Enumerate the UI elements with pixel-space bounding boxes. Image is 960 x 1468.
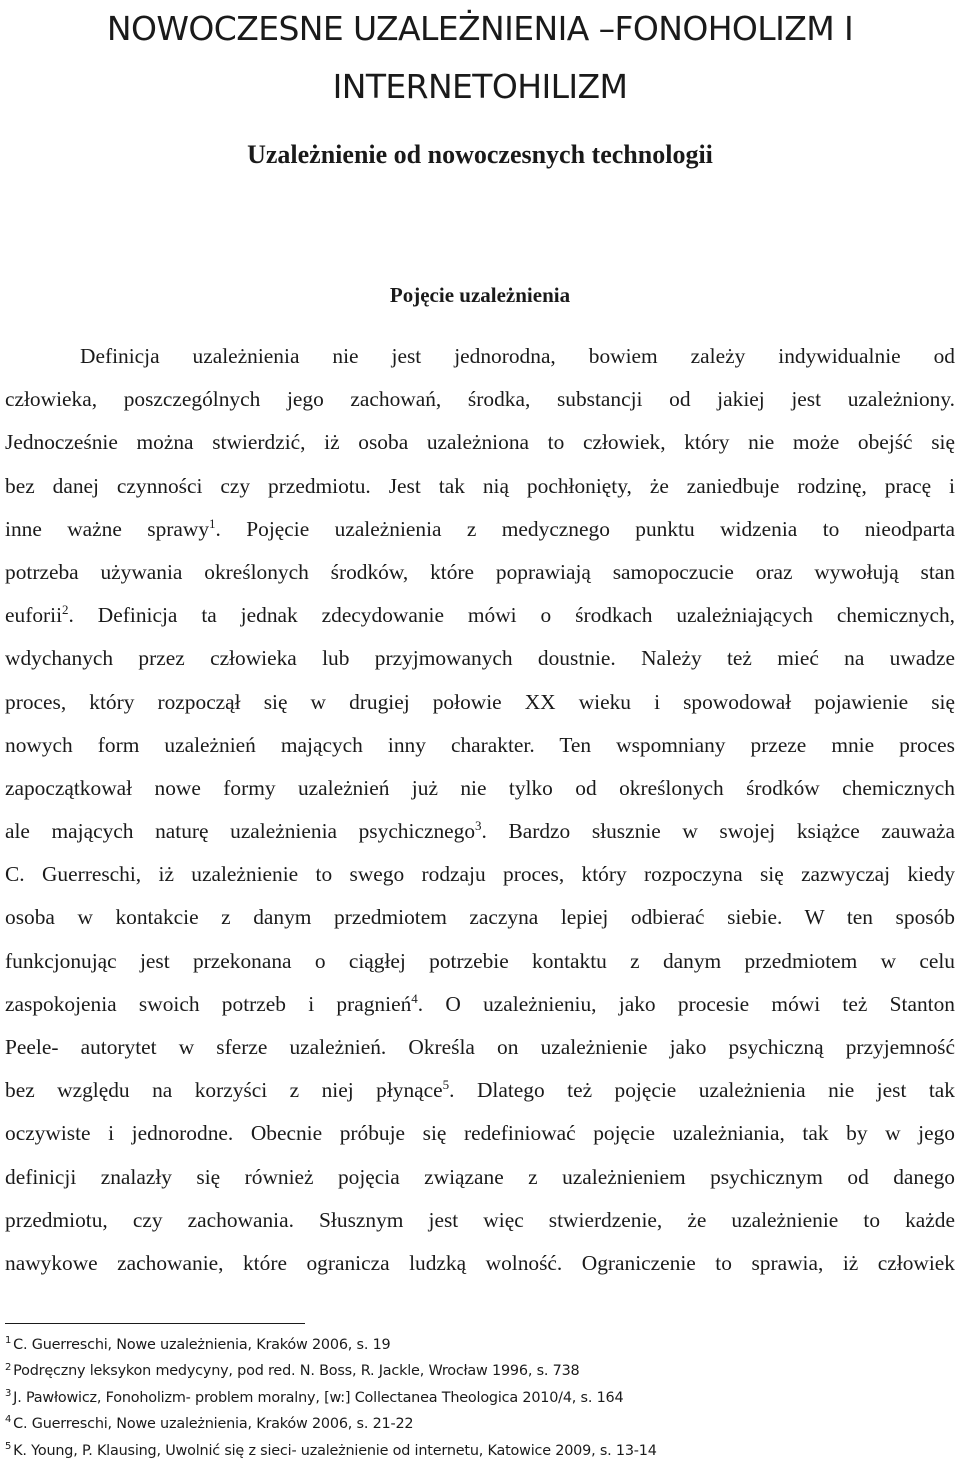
paragraph-line: człowieka, poszczególnych jego zachowań, środka, substancji od jakiej jest uzależniony. (5, 387, 955, 412)
footnote (5, 1357, 955, 1383)
footnote-ref-2: 2 (62, 602, 69, 617)
paragraph-line: nowych form uzależnień mających inny charakter. Ten wspomniany przeze mnie proces (5, 732, 955, 757)
paragraph-line: definicji znalazły się również pojęcia związane z uzależnieniem psychicznym od danego (5, 1164, 955, 1189)
paragraph-line: zapoczątkował nowe formy uzależnień już nie tylko od określonych środków chemicznych (5, 775, 955, 800)
footnotes (5, 1331, 955, 1463)
footnote-text: J. Pawłowicz, Fonoholizm- problem moralny, [w:] Collectanea Theologica 2010/4, s. 164 (13, 1389, 624, 1406)
footnote (5, 1410, 955, 1436)
title-line-1: NOWOCZESNE UZALEŻNIENIA –FONOHOLIZM I (106, 9, 854, 48)
paragraph-line: Jednocześnie można stwierdzić, iż osoba uzależniona to człowiek, który nie może obejść się (5, 430, 955, 455)
paragraph-line: inne ważne sprawy$^1$. Pojęcie uzależnienia z medycznego punktu widzenia to nieodparta (5, 515, 955, 541)
paragraph-line: C. Guerreschi, iż uzależnienie to swego rodzaju proces, który rozpoczyna się zazwyczaj kiedy (5, 862, 955, 887)
paragraph-line: euforii$^2$. Definicja ta jednak zdecydowanie mówi o środkach uzależniających chemicznych, (5, 602, 955, 628)
document-title (0, 0, 960, 110)
footnote-number: 4 (5, 1414, 12, 1426)
footnote-text: K. Young, P. Klausing, Uwolnić się z sieci- uzależnienie od internetu, Katowice 2009, s. 13-14 (13, 1442, 657, 1459)
paragraph-line: przedmiotu, czy zachowania. Słusznym jest więc stwierdzenie, że uzależnienie to każde (5, 1207, 955, 1232)
paragraph-line: zaspokojenia swoich potrzeb i pragnień$^4$. O uzależnieniu, jako procesie mówi też Stanton (5, 990, 955, 1016)
paragraph-line: funkcjonując jest przekonana o ciągłej potrzebie kontaktu z danym przedmiotem w celu (5, 948, 955, 973)
footnote-number: 1 (5, 1335, 12, 1347)
paragraph-line: Peele- autorytet w sferze uzależnień. Określa on uzależnienie jako psychiczną przyjemność (5, 1035, 955, 1059)
paragraph-line: osoba w kontakcie z danym przedmiotem zaczyna lepiej odbierać siebie. W ten sposób (5, 905, 955, 930)
footnote-ref-1: 1 (209, 515, 216, 531)
footnote (5, 1384, 955, 1410)
footnote-text: C. Guerreschi, Nowe uzależnienia, Kraków 2006, s. 21-22 (13, 1416, 414, 1433)
paragraph-line: proces, który rozpoczął się w drugiej połowie XX wieku i spowodował pojawienie się (5, 689, 955, 714)
paragraph-line: bez względu na korzyści z niej płynące$^5$. Dlatego też pojęcie uzależnienia nie jest tak (5, 1077, 955, 1103)
footnote-separator (5, 1323, 305, 1324)
footnote-number: 5 (5, 1440, 12, 1452)
footnote (5, 1331, 955, 1357)
body-paragraph (5, 335, 955, 1285)
title-line-2: INTERNETOHILIZM (332, 67, 628, 106)
paragraph-line: oczywiste i jednorodne. Obecnie próbuje się redefiniować pojęcie uzależniania, tak by w jego (5, 1121, 955, 1146)
paragraph-line: potrzeba używania określonych środków, które poprawiają samopoczucie oraz wywołują stan (5, 559, 955, 584)
footnote-text: Podręczny leksykon medycyny, pod red. N. Boss, R. Jackle, Wrocław 1996, s. 738 (13, 1363, 580, 1380)
paragraph-line: nawykowe zachowanie, które ogranicza ludzką wolność. Ograniczenie to sprawia, iż człowiek (5, 1250, 955, 1275)
footnote (5, 1437, 955, 1463)
paragraph-line: bez danej czynności czy przedmiotu. Jest tak nią pochłonięty, że zaniedbuje rodzinę, pracę i (5, 473, 955, 498)
document-subtitle: Uzależnienie od nowoczesnych technologii (247, 140, 713, 169)
section-heading: Pojęcie uzależnienia (389, 283, 571, 307)
footnote-number: 3 (5, 1387, 12, 1399)
paragraph-line: ale mających naturę uzależnienia psychicznego$^3$. Bardzo słusznie w swojej książce zauważa (5, 817, 956, 844)
footnote-number: 2 (5, 1361, 12, 1373)
footnote-ref-4: 4 (411, 990, 418, 1006)
paragraph-line: Definicja uzależnienia nie jest jednorodna, bowiem zależy indywidualnie od (80, 344, 955, 368)
footnote-ref-3: 3 (475, 817, 482, 833)
footnote-text: C. Guerreschi, Nowe uzależnienia, Kraków 2006, s. 19 (13, 1337, 391, 1353)
footnote-ref-5: 5 (442, 1077, 450, 1093)
paragraph-line: wdychanych przez człowieka lub przyjmowanych doustnie. Należy też mieć na uwadze (5, 646, 955, 671)
